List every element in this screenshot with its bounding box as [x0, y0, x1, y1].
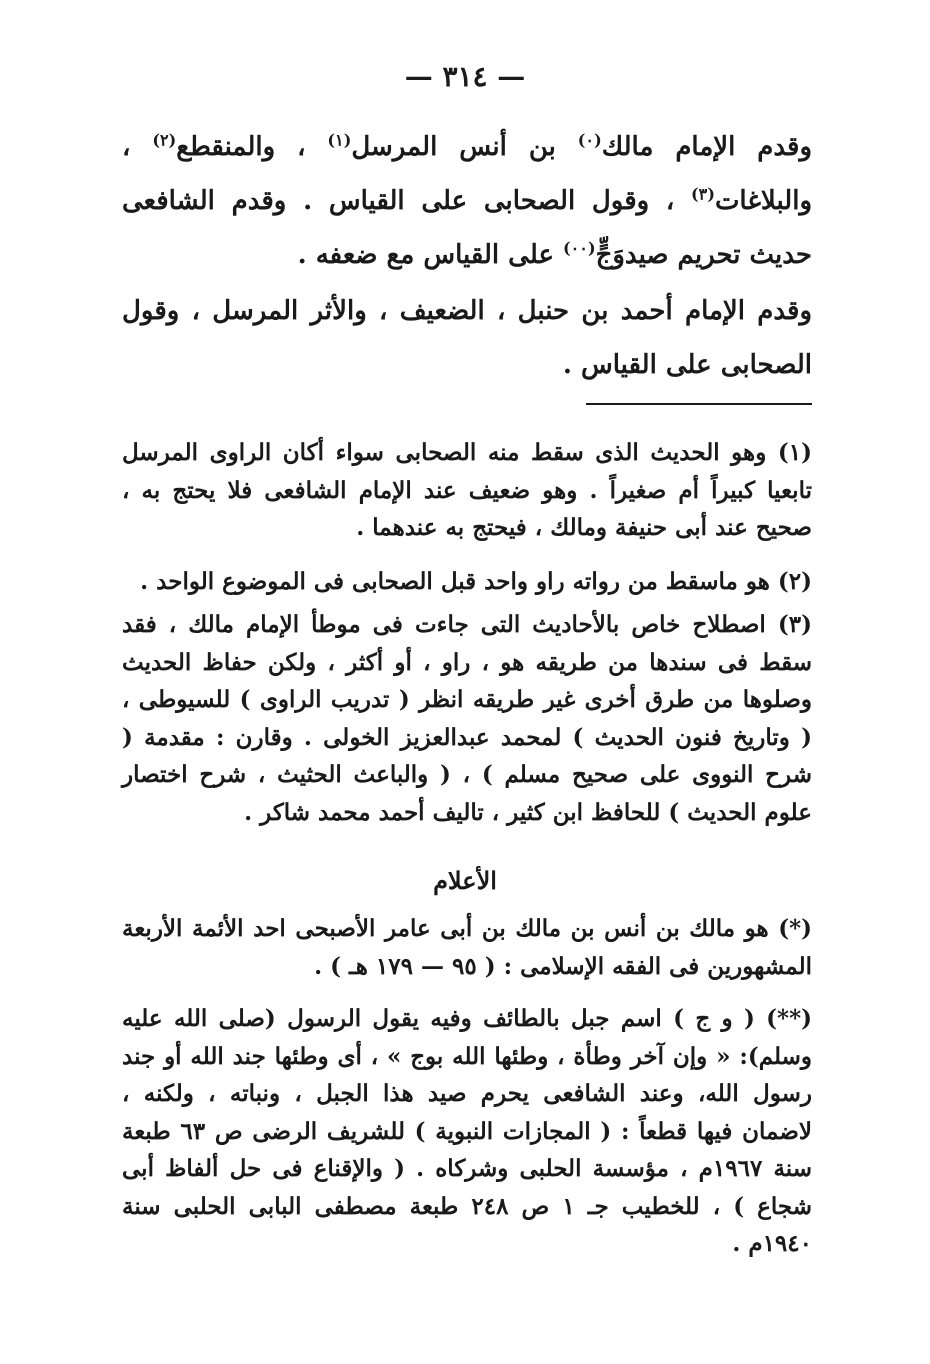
- footnote-marker: (٣): [691, 184, 715, 204]
- footnote-marker: (١): [327, 130, 352, 150]
- main-paragraph-1: [122, 120, 812, 282]
- biography-malik: (*) هو مالك بن أنس بن مالك بن أبى عامر الأصبحى احد الأئمة الأربعة المشهورين فى الفقه الإسلامى : ( ٩٥ — ١٧٩ هـ ) .: [122, 915, 812, 980]
- text-run: ، وقول الصحابى على القياس . وقدم الشافعى حديث تحريم صيدوَجٍّ: [122, 186, 812, 270]
- text-run: وقدم الإمام مالك: [601, 132, 812, 162]
- text-run: على القياس مع ضعفه .: [297, 240, 564, 270]
- page-number: — ٣١٤ —: [404, 60, 526, 93]
- biography-wajj: (**) ( و ج ) اسم جبل بالطائف وفيه يقول الرسول (صلى الله عليه وسلم): « وإن آخر وطأة ، وطئها الله بوج » ، أى وطئها جند الله أو جند رسول الله، وعند الشافعى يحرم صيد هذا الجبل ، ونباته ، ولكنه ، لاضمان فيها قطعاً : ( المجازات النبوية ) للشريف الرضى ص ٦٣ طبعة سنة ١٩٦٧م ، مؤسسة الحلبى وشركاه . ( والإقناع فى حل ألفاظ أبى شجاع ) ، للخطيب جـ ١ ص ٢٤٨ طبعة مصطفى البابى الحلبى سنة ١٩٤٠م .: [122, 1005, 813, 1257]
- text-run: ، والبلاغات: [122, 132, 812, 216]
- footnote-marker: (٠٠): [563, 238, 596, 258]
- footnote-3: (٣) اصطلاح خاص بالأحاديث التى جاءت فى موطأ الإمام مالك ، فقد سقط فى سندها من طريقه هو ، راو ، أو أكثر ، ولكن حفاظ الحديث وصلوها من طرق أخرى غير طريقه انظر ( تدريب الراوى ) للسيوطى ، ( وتاريخ فنون الحديث ) لمحمد عبدالعزيز الخولى . وقارن : مقدمة ( شرح النووى على صحيح مسلم ) ، ( والباعث الحثيث ، شرح اختصار علوم الحديث ) للحافظ ابن كثير ، تاليف أحمد محمد شاكر .: [122, 611, 812, 826]
- footnote-2: (٢) هو ماسقط من رواته راو واحد قبل الصحابى فى الموضوع الواحد .: [140, 568, 812, 595]
- text-run: ، والمنقطع: [176, 132, 328, 162]
- footnote-marker: (٠): [577, 130, 602, 150]
- text-run: بن أنس المرسل: [351, 132, 578, 162]
- footnote-divider: [586, 403, 812, 405]
- main-paragraph-2: وقدم الإمام أحمد بن حنبل ، الضعيف ، والأثر المرسل ، وقول الصحابى على القياس .: [122, 296, 812, 380]
- footnote-marker: (٢): [152, 130, 177, 150]
- section-title: الأعلام: [433, 866, 497, 895]
- footnote-1: (١) وهو الحديث الذى سقط منه الصحابى سواء أكان الراوى المرسل تابعيا كبيراً أم صغيراً . وهو ضعيف عند الإمام الشافعى فلا يحتج به ، صحيح عند أبى حنيفة ومالك ، فيحتج به عندهما .: [122, 439, 812, 541]
